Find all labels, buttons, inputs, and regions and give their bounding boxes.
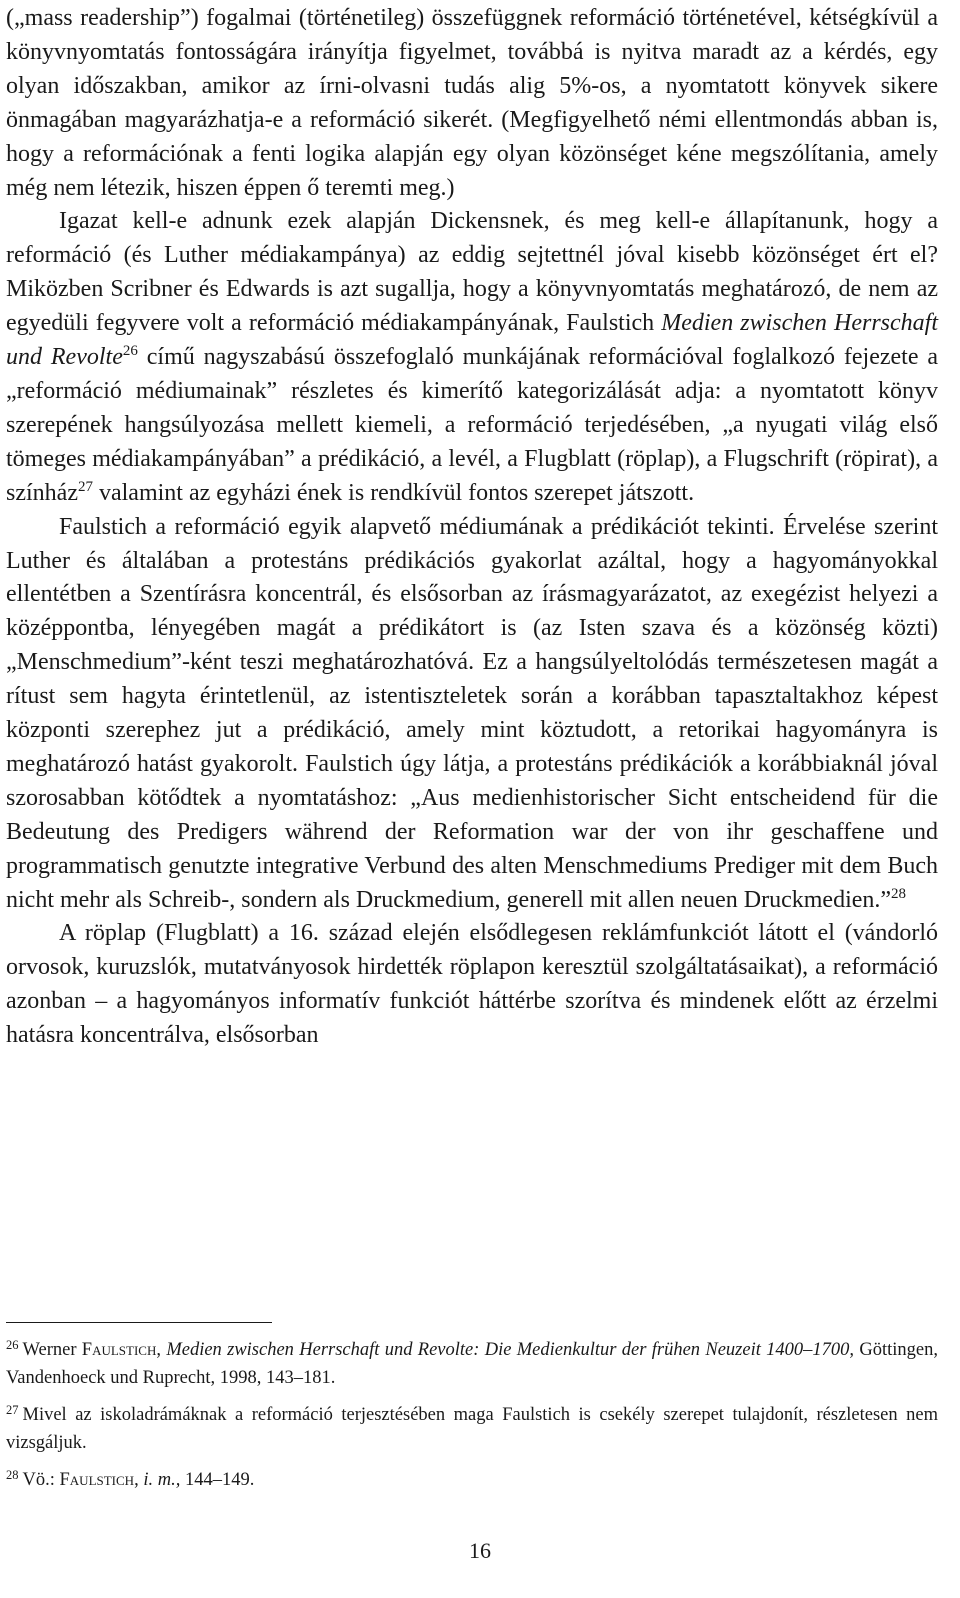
footnote-number: 28 xyxy=(6,1468,19,1482)
footnote-separator xyxy=(6,1322,272,1323)
footnotes xyxy=(6,1336,938,1503)
paragraph-3 xyxy=(6,511,938,918)
paragraph-4 xyxy=(6,917,938,1053)
footnote-text: Göttingen, Vandenhoeck und Ruprecht, 1998, 143–181. xyxy=(6,1340,938,1388)
footnote-text: , xyxy=(156,1340,167,1360)
ibid-italic: i. m., xyxy=(143,1470,181,1490)
paragraph-2 xyxy=(6,205,938,510)
book-title-italic: Medien zwischen Herrschaft und Revolte xyxy=(6,310,938,371)
footnote-ref-26[interactable]: 26 xyxy=(122,343,138,360)
paragraph-2-text-c: valamint az egyházi ének is rendkívül fontos szerepet játszott. xyxy=(92,479,695,506)
paragraph-1-text: („mass readership”) fogalmai (történetileg) összefüggnek reformáció történetével, kétségkívül a könyvnyomtatás fontosságára irányítja figyelmet, továbbá is nyitva maradt az a kérdés, egy olyan időszakban, amikor az írni-olvasni tudás alig 5%-os, a nyomtatott könyvek sikere önmagában magyarázhatja-e a reformáció sikerét. (Megfigyelhető némi ellentmondás abban is, hogy a reformációnak a fenti logika alapján egy olyan közönséget kéne megszólítania, amely még nem létezik, hiszen éppen ő teremti meg.) xyxy=(6,5,938,201)
paragraph-3-text: Faulstich a reformáció egyik alapvető médiumának a prédikációt tekinti. Érvelése szerint Luther és általában a protestáns prédikációs gyakorlat azáltal, hogy a hagyományokkal ellentétben a Szentírásra koncentrál, és elsősorban az írásmagyarázatot, az exegézist helyezi a középpontba, lényegében magát a prédikátort is (az Isten szava és a közönség közti) „Menschmedium”-ként teszi meghatározhatóvá. Ez a hangsúlyeltolódás természetesen magát a rítust sem hagyta érintetlenül, az istentiszteletek során a korábban tapasztaltakhoz képest központi szerephez jut a prédikáció, amely mint köztudott, a retorikai hagyományra is meghatározó hatást gyakorolt. Faulstich úgy látja, a protestáns prédikációk a korábbiaknál jóval szorosabban kötődtek a nyomtatáshoz: „Aus medienhistorischer Sicht entscheidend für die Bedeutung des Predigers während der Reformation war der von ihr geschaffene und programmatisch genutzte integrative Verbund des alten Menschmediums Prediger mit dem Buch nicht mehr als Schreib-, sondern als Druckmedium, generell mit allen neuen Druckmedien.” xyxy=(6,513,938,913)
paragraph-2-text-b: című nagyszabású összefoglaló munkájának reformációval foglalkozó fejezete a „reformáció médiumainak” részletes és kimerítő kategorizálását adja: a nyomtatott könyv szerepének hangsúlyozása mellett kiemeli, a reformáció terjedésében, „a nyugati világ első tömeges médiakampányában” a prédikáció, a levél, a Flugblatt (röplap), a Flugschrift (röpirat), a színház xyxy=(6,344,939,506)
footnote-number: 27 xyxy=(6,1403,19,1417)
footnote-text: 144–149. xyxy=(180,1470,255,1490)
author-name: Faulstich xyxy=(59,1470,135,1490)
book-title-italic: Medien zwischen Herrschaft und Revolte: Die Medienkultur der frühen Neuzeit 1400–1700, xyxy=(166,1340,855,1360)
footnote-number: 26 xyxy=(6,1338,19,1352)
footnote-26 xyxy=(6,1336,938,1392)
paragraph-2-text-a: Igazat kell-e adnunk ezek alapján Dickensnek, és meg kell-e állapítanunk, hogy a reformáció (és Luther médiakampánya) az eddig sejtettnél jóval kisebb közönséget ért el? Miközben Scribner és Edwards is azt sugallja, hogy a könyvnyomtatás meghatározó, de nem az egyedüli fegyvere volt a reformáció médiakampányának, Faulstich xyxy=(6,208,938,337)
paragraph-4-text: A röplap (Flugblatt) a 16. század elején elsődlegesen reklámfunkciót látott el (vándorló orvosok, kuruzslók, mutatványosok hirdették röplapon keresztül szolgáltatásaikat), a reformáció azonban – a hagyományos informatív funkciót háttérbe szorítva és mindenek előtt az érzelmi hatásra koncentrálva, elsősorban xyxy=(6,920,938,1049)
footnote-ref-28[interactable]: 28 xyxy=(891,885,907,902)
author-name: Faulstich xyxy=(81,1340,157,1360)
footnote-text: Vö.: xyxy=(22,1470,60,1490)
footnote-text: Werner xyxy=(22,1340,82,1360)
paragraph-1 xyxy=(6,2,938,205)
body-text xyxy=(6,2,938,1053)
footnote-ref-27[interactable]: 27 xyxy=(77,478,93,495)
footnote-text: Mivel az iskoladrámáknak a reformáció terjesztésében maga Faulstich is csekély szerepet tulajdonít, részletesen nem vizsgáljuk. xyxy=(6,1405,938,1453)
footnote-27 xyxy=(6,1401,938,1457)
footnote-28 xyxy=(6,1466,938,1494)
footnote-text: , xyxy=(134,1470,144,1490)
page-number: 16 xyxy=(469,1538,491,1563)
